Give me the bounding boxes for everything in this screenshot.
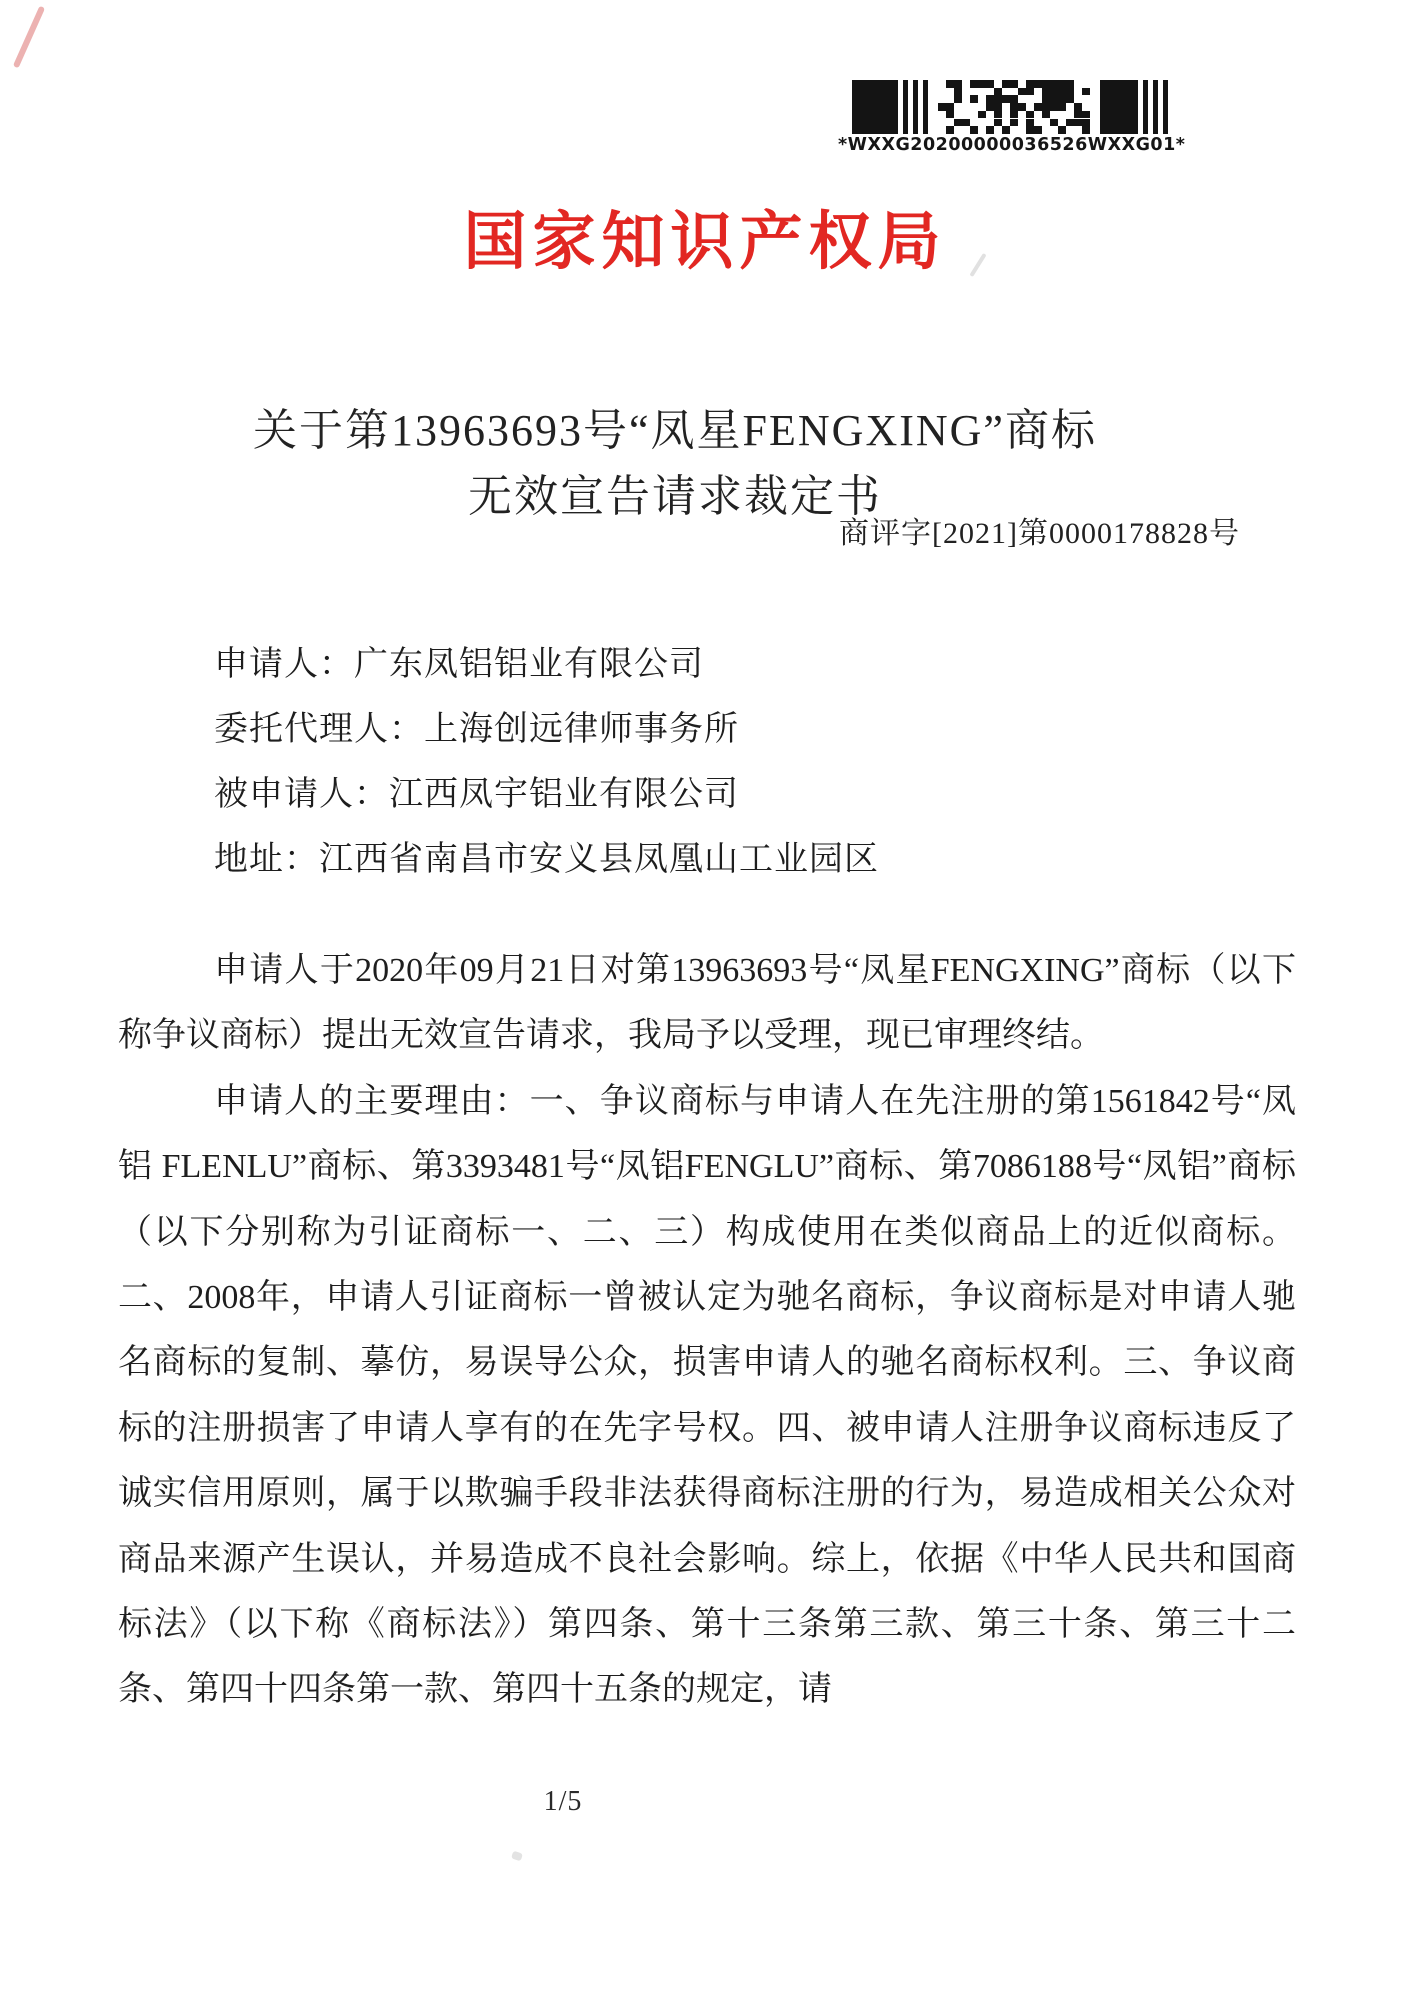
party-row-respondent [214, 762, 879, 827]
party-label: 地址： [214, 841, 319, 878]
party-list [214, 632, 879, 892]
barcode-left-bars [898, 80, 928, 134]
party-value: 江西省南昌市安义县凤凰山工业园区 [319, 841, 879, 878]
scan-artifact-bottom [511, 1851, 523, 1862]
barcode-end-block [1100, 80, 1138, 134]
party-label: 申请人： [214, 646, 354, 683]
document-title-line2: 无效宣告请求裁定书 [468, 472, 882, 521]
document-title-line1: 关于第13963693号“凤星FENGXING”商标 [253, 406, 1097, 455]
barcode [838, 80, 1186, 155]
reference-number: 商评字[2021]第0000178828号 [839, 517, 1240, 550]
party-row-agent [214, 697, 879, 762]
party-label: 委托代理人： [214, 711, 424, 748]
party-value: 江西凤宇铝业有限公司 [389, 776, 739, 813]
agency-title: 国家知识产权局 [463, 207, 947, 277]
party-label: 被申请人： [214, 776, 389, 813]
body-paragraph-1: 申请人于2020年09月21日对第13963693号“凤星FENGXING”商标（以下称争议商标）提出无效宣告请求，我局予以受理，现已审理终结。 [118, 952, 1296, 1055]
body-paragraph-2: 申请人的主要理由：一、争议商标与申请人在先注册的第1561842号“凤铝 FLENLU”商标、第3393481号“凤铝FENGLU”商标、第7086188号“凤铝”商标（以下分别称为引证商标一、二、三）构成使用在类似商品上的近似商标。二、2008年，申请人引证商标一曾被认定为驰名商标，争议商标是对申请人驰名商标的复制、摹仿，易误导公众，损害申请人的驰名商标权利。三、争议商标的注册损害了申请人享有的在先字号权。四、被申请人注册争议商标违反了诚实信用原则，属于以欺骗手段非法获得商标注册的行为，易造成相关公众对商品来源产生误认，并易造成不良社会影响。综上，依据《中华人民共和国商标法》（以下称《商标法》）第四条、第十三条第三款、第三十条、第三十二条、第四十四条第一款、第四十五条的规定，请 [118, 1082, 1296, 1709]
barcode-text: *WXXG20200000036526WXXG01* [838, 135, 1186, 155]
barcode-start-block [852, 80, 898, 134]
barcode-right-bars [1138, 80, 1168, 134]
party-value: 上海创远律师事务所 [424, 711, 739, 748]
page-number: 1/5 [543, 1786, 583, 1817]
party-row-address [214, 827, 879, 892]
party-row-applicant [214, 632, 879, 697]
barcode-image [838, 80, 1168, 134]
barcode-matrix [938, 80, 1090, 134]
document-title [0, 398, 1350, 530]
scan-artifact-top-left [13, 6, 45, 69]
party-value: 广东凤铝铝业有限公司 [354, 646, 704, 683]
document-body [118, 938, 1296, 1723]
